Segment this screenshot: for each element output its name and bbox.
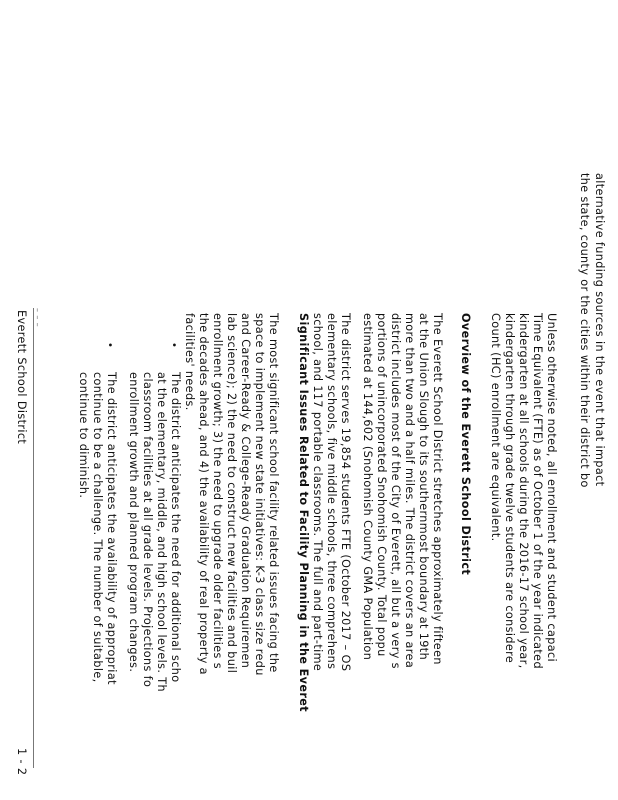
- bullet-marker-1: •: [168, 342, 179, 349]
- definitions-line-2: Time Equivalent (FTE) as of October 1 of the year indicated: [531, 313, 544, 669]
- footer-rule: [33, 308, 34, 768]
- issues-line-5: enrollment growth; 3) the need to upgrade older facilities s: [211, 313, 224, 669]
- overview-heading: Overview of the Everett School District: [459, 313, 472, 576]
- bullet-2-line-1: The district anticipates the availability of appropriat: [105, 372, 118, 685]
- overview-p1-line-1: The Everett School District stretches approximately fifteen: [431, 313, 444, 665]
- definitions-line-5: Count (HC) enrollment are equivalent.: [489, 313, 502, 542]
- bullet-1-line-1: The district anticipates the need for additional scho: [169, 372, 182, 683]
- issues-line-6: the decades ahead, and 4) the availability of real property a: [197, 313, 210, 675]
- bullet-1-line-2: at the elementary, middle, and high school levels. Th: [155, 372, 168, 692]
- issues-line-2: space to implement new state initiatives: K-3 class size redu: [253, 313, 266, 676]
- overview-p2-line-3: school, and 117 portable classrooms. The full and part-time: [311, 313, 324, 672]
- bullet-1-line-3: classroom facilities at all grade levels. Projections fo: [141, 372, 154, 688]
- intro-line-2: the state, county or the cities within their district bo: [578, 173, 591, 488]
- footer-page-number: 1 - 2: [15, 748, 28, 776]
- overview-p1-line-2: at the Union Slough to its southernmost boundary at 19th: [417, 313, 430, 661]
- intro-line-1: alternative funding sources in the event that impact: [593, 173, 606, 487]
- issues-heading: Significant Issues Related to Facility Planning in the Everet: [297, 313, 310, 713]
- definitions-line-4: kindergarten through grade twelve students are considere: [503, 313, 516, 664]
- definitions-line-3: kindergarten at all schools during the 2016-17 school year,: [517, 313, 530, 669]
- overview-p1-line-3: more than two and a half miles. The district covers an area: [403, 313, 416, 669]
- bullet-1-line-4: enrollment growth and planned program changes.: [127, 372, 140, 673]
- overview-p1-line-5: portions of unincorporated Snohomish County. Total popu: [375, 313, 388, 657]
- footer-rule-marks: – – –: [33, 308, 42, 328]
- overview-p2-line-1: The district serves 19,854 students FTE (October 2017 – OS: [339, 313, 352, 672]
- issues-line-1: The most significant school facility related issues facing the: [267, 313, 280, 673]
- bullet-2-line-2: continue to be a challenge. The number of suitable,: [91, 372, 104, 683]
- bullet-marker-2: •: [104, 342, 115, 349]
- issues-line-3: and Career-Ready & College-Ready Graduation Requiremen: [239, 313, 252, 669]
- overview-p2-line-2: elementary schools, five middle schools, three comprehens: [325, 313, 338, 670]
- definitions-line-1: Unless otherwise noted, all enrollment and student capaci: [545, 313, 558, 663]
- issues-line-7: facilities' needs.: [183, 313, 196, 411]
- issues-line-4: lab science); 2) the need to construct new facilities and buil: [225, 313, 238, 674]
- overview-p1-line-6: estimated at 144,602 (Snohomish County GMA Population: [361, 313, 374, 661]
- overview-p1-line-4: district includes most of the City of Everett, all but a very s: [389, 313, 402, 669]
- footer-district-name: Everett School District: [15, 310, 28, 445]
- bullet-2-line-3: continue to diminish.: [77, 372, 90, 499]
